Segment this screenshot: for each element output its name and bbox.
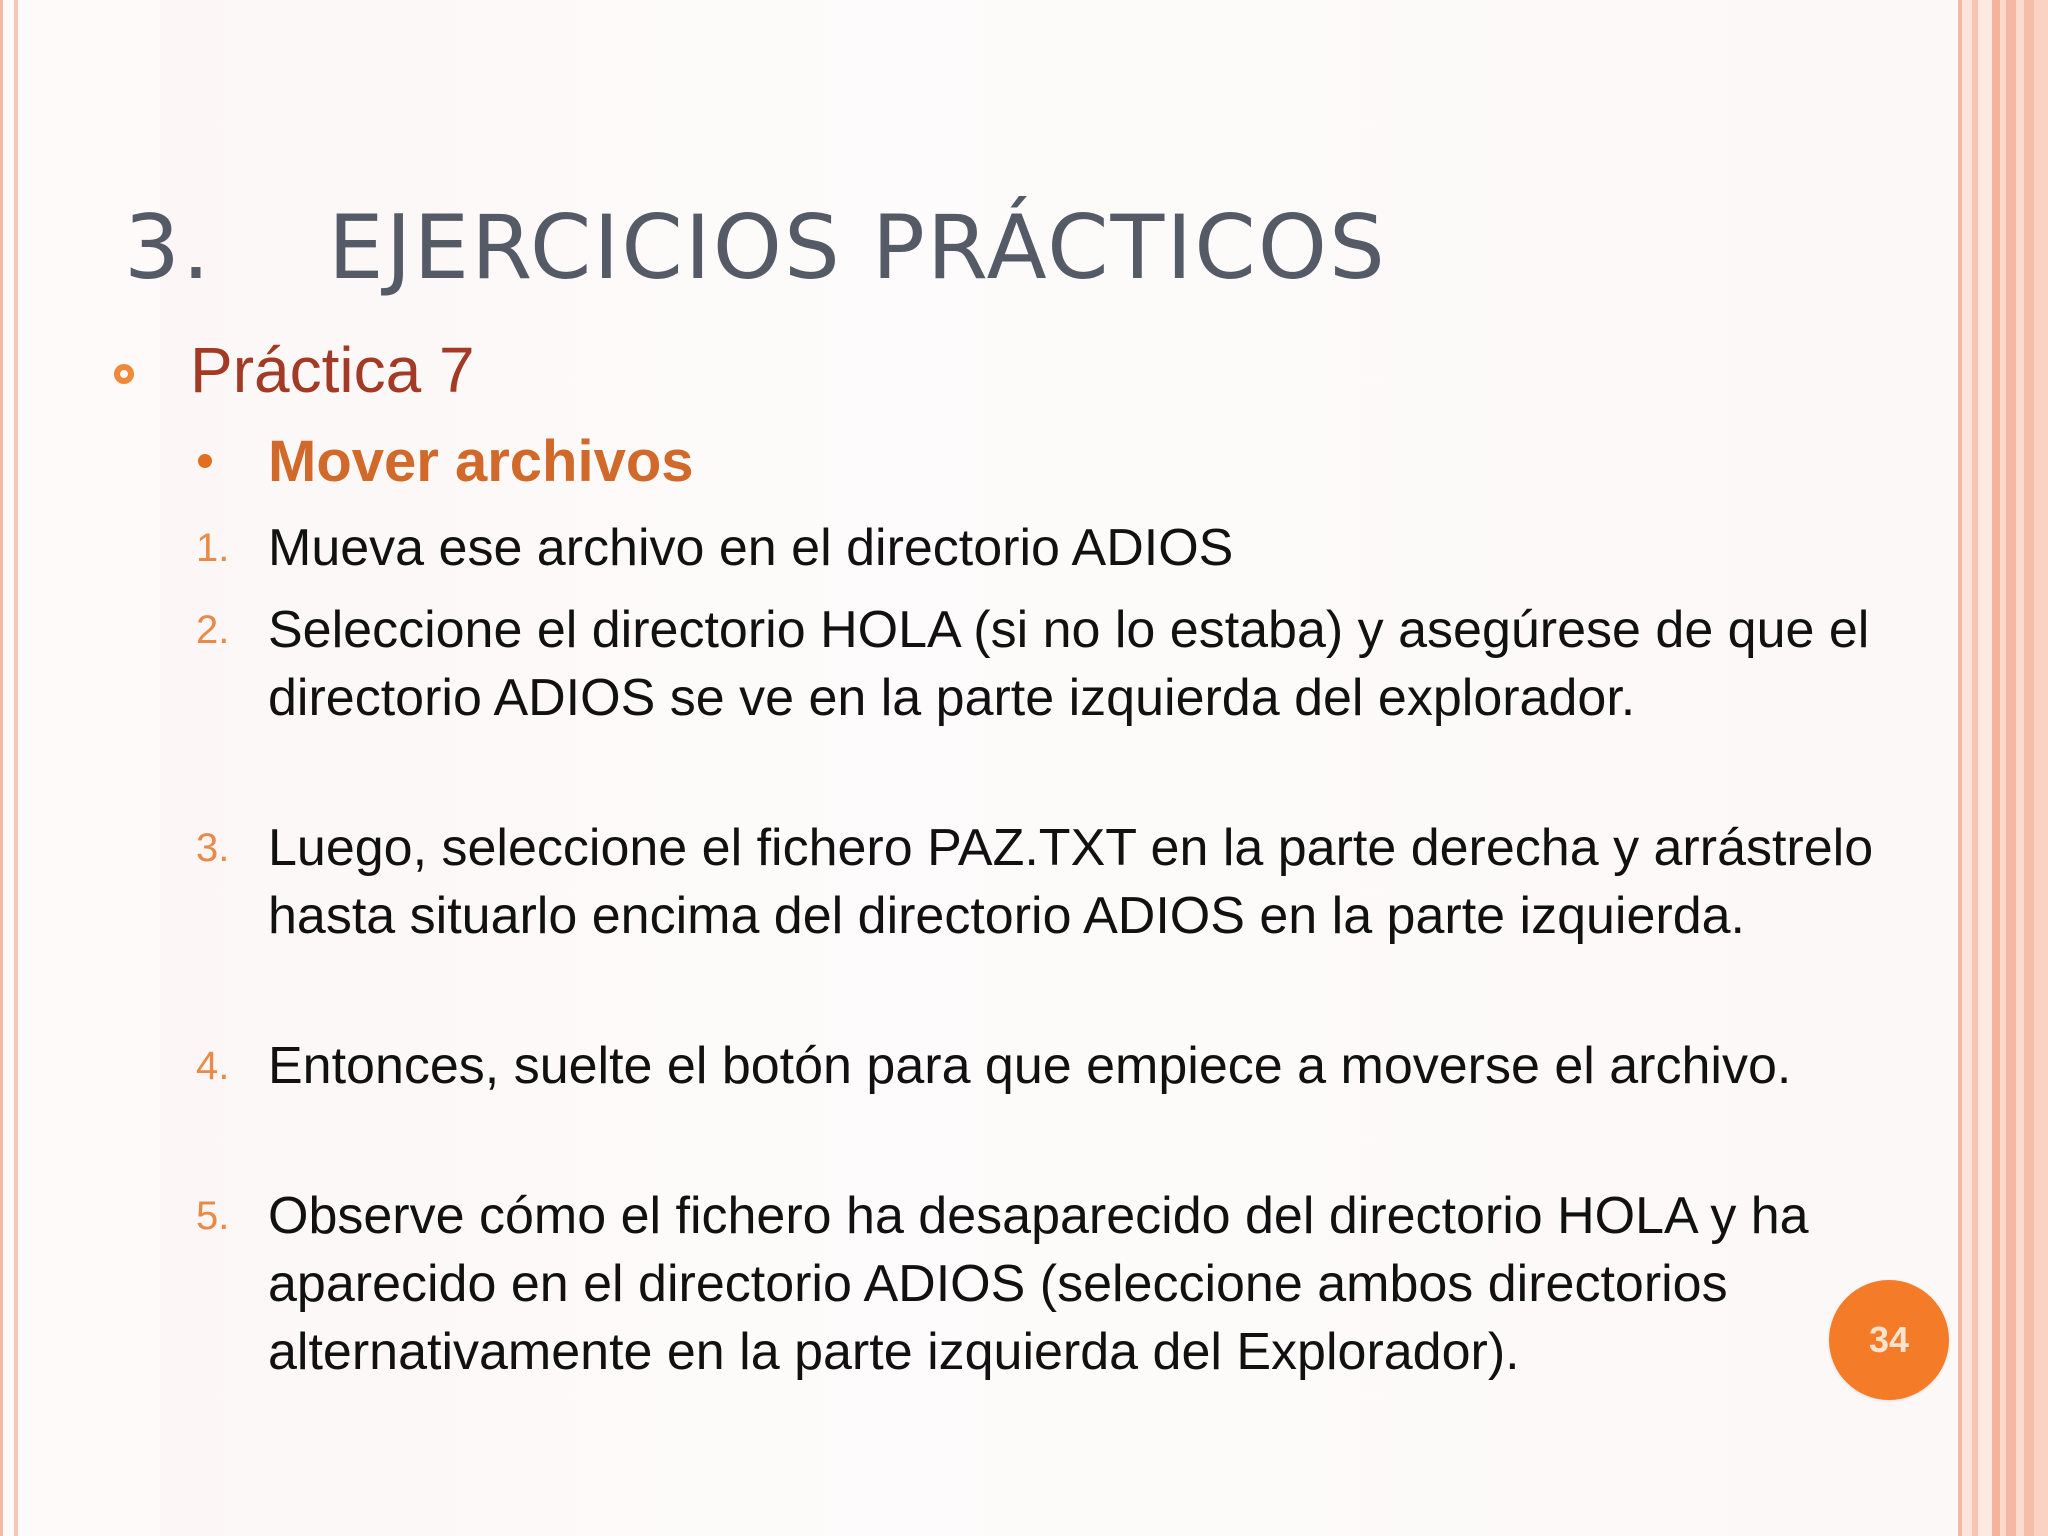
list-item-number: 3. xyxy=(196,826,230,870)
left-border-line-inner xyxy=(14,0,18,1536)
list-item-text: Mueva ese archivo en el directorio ADIOS xyxy=(268,519,1234,577)
list-item-text: Seleccione el directorio HOLA (si no lo estaba) y asegúrese de que el directorio ADIOS se ve en la parte izquierda del explorador. xyxy=(268,601,1870,727)
level1-text: Práctica 7 xyxy=(190,334,475,406)
left-border-line xyxy=(0,0,3,1536)
right-border-stripe xyxy=(1978,0,1992,1536)
list-item-number: 5. xyxy=(196,1194,230,1238)
right-border-stripe xyxy=(2006,0,2016,1536)
slide-title-text: EJERCICIOS PRÁCTICOS xyxy=(328,196,1387,299)
right-border-stripe xyxy=(1962,0,1972,1536)
list-item-number: 2. xyxy=(196,608,230,652)
slide-title xyxy=(124,196,1387,299)
slide-title-number: 3. xyxy=(124,196,212,299)
list-item-text: Observe cómo el fichero ha desaparecido del directorio HOLA y ha aparecido en el directorio ADIOS (seleccione ambos directorios alternativamente en la parte izquierda del Explorador). xyxy=(268,1187,1809,1381)
list-item-text: Entonces, suelte el botón para que empiece a moverse el archivo. xyxy=(268,1037,1792,1095)
right-border-stripe xyxy=(1992,0,2000,1536)
ring-bullet-icon xyxy=(114,364,134,384)
right-border-stripe xyxy=(2034,0,2048,1536)
page-number-badge: 34 xyxy=(1829,1280,1949,1400)
list-item-number: 4. xyxy=(196,1044,230,1088)
dot-bullet-icon xyxy=(198,454,212,468)
list-item-text: Luego, seleccione el fichero PAZ.TXT en la parte derecha y arrástrelo hasta situarlo encima del directorio ADIOS en la parte izquierda. xyxy=(268,819,1874,945)
right-border-stripe xyxy=(2024,0,2034,1536)
right-border-stripe xyxy=(2016,0,2024,1536)
list-item-number: 1. xyxy=(196,526,230,570)
level2-text: Mover archivos xyxy=(268,429,694,494)
